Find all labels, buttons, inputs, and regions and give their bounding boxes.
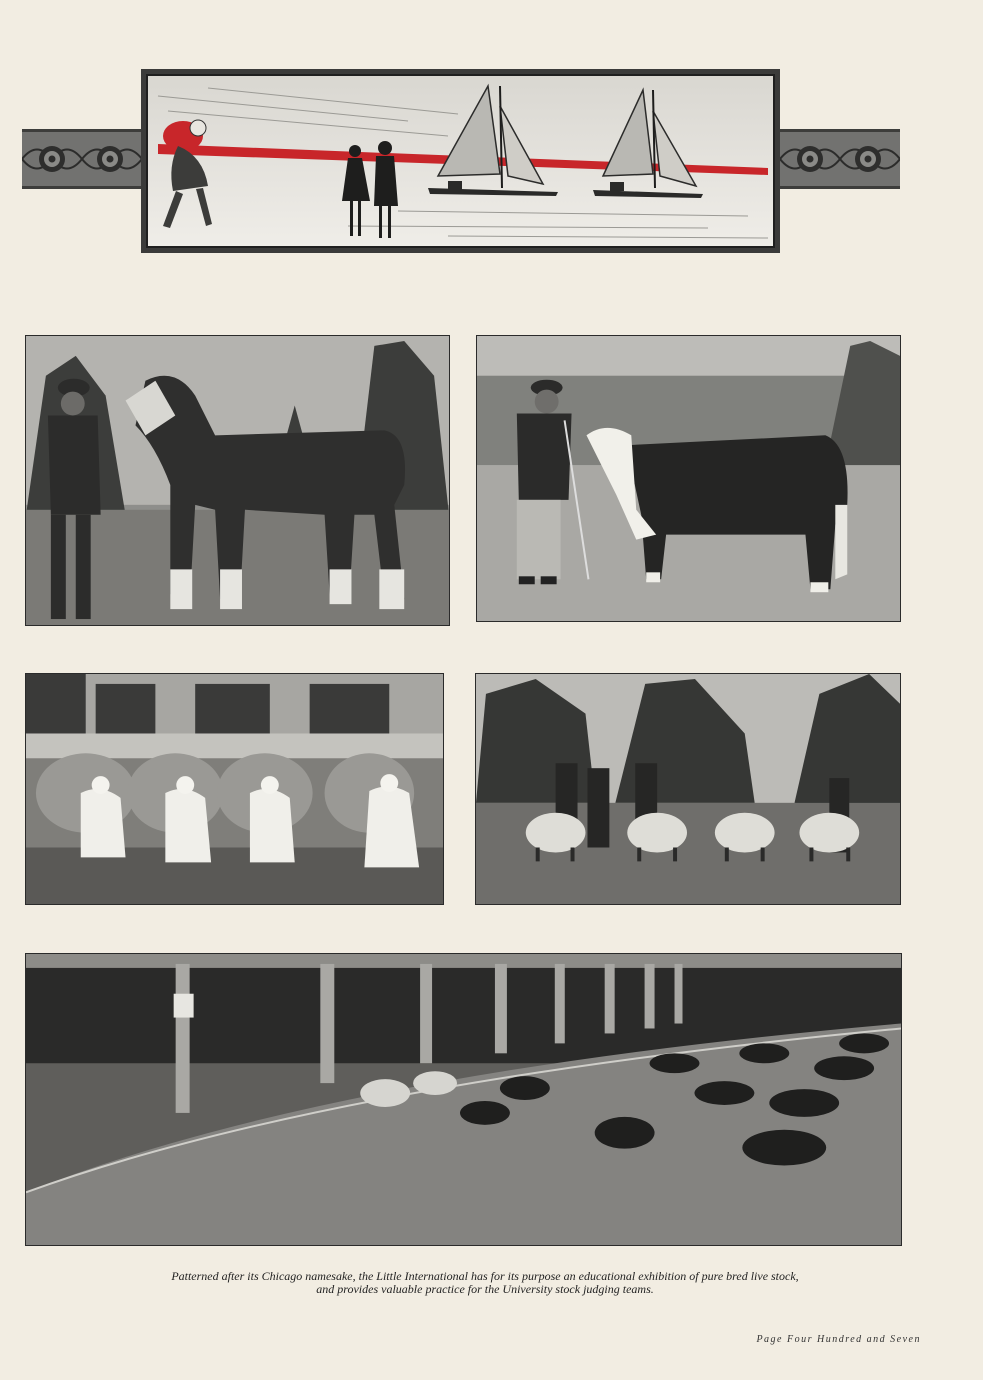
hereford-steer-photo xyxy=(476,335,901,622)
right-ornament-band xyxy=(780,129,900,189)
livestock-arena-photo xyxy=(25,953,902,1246)
header-illustration xyxy=(141,69,780,253)
page-caption xyxy=(40,1270,930,1296)
caption-line-1: Patterned after its Chicago namesake, the Little International has for its purpose an educational exhibition of pure bred live stock, xyxy=(171,1269,799,1283)
page-number: Page Four Hundred and Seven xyxy=(756,1334,921,1345)
milking-cows-photo xyxy=(25,673,444,905)
sheep-judging-photo xyxy=(475,673,901,905)
clydesdale-horse-photo xyxy=(25,335,450,626)
caption-line-2: and provides valuable practice for the University stock judging teams. xyxy=(316,1282,654,1296)
left-ornament-band xyxy=(22,129,142,189)
ice-boating-scene xyxy=(146,74,775,248)
